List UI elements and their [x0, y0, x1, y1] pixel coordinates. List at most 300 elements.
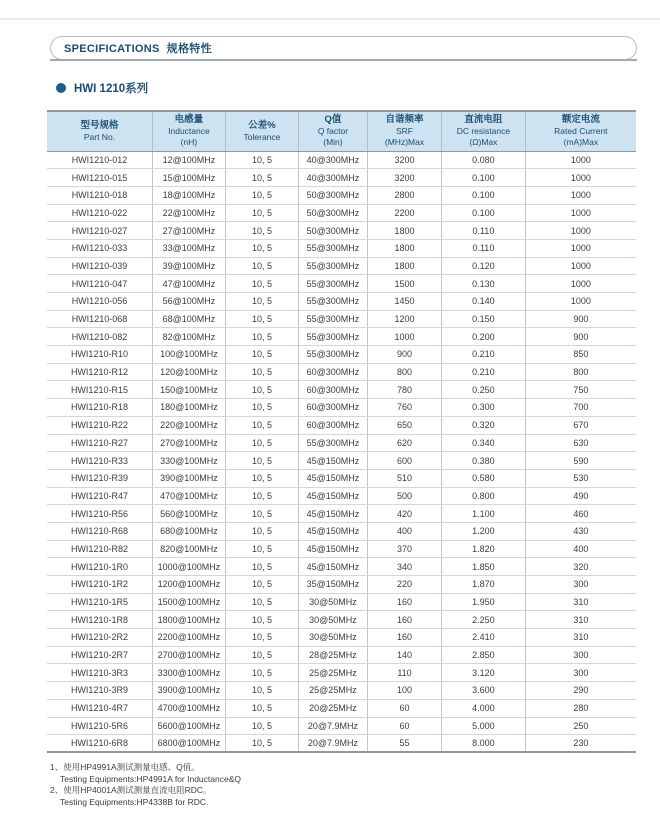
table-row — [47, 664, 636, 682]
cell: 670 — [525, 416, 636, 434]
cell: 10, 5 — [225, 416, 298, 434]
cell: 420 — [367, 505, 441, 523]
cell: 35@150MHz — [298, 576, 367, 594]
cell: 370 — [367, 540, 441, 558]
cell: 45@150MHz — [298, 558, 367, 576]
cell: 0.110 — [442, 222, 526, 240]
cell: 900 — [367, 346, 441, 364]
cell: 45@150MHz — [298, 452, 367, 470]
cell: 1000@100MHz — [152, 558, 225, 576]
cell: 2700@100MHz — [152, 646, 225, 664]
cell: 10, 5 — [225, 293, 298, 311]
cell: 330@100MHz — [152, 452, 225, 470]
cell: 300 — [525, 576, 636, 594]
cell: 10, 5 — [225, 735, 298, 753]
cell: 55@300MHz — [298, 310, 367, 328]
cell: 1.950 — [442, 593, 526, 611]
cell: 390@100MHz — [152, 469, 225, 487]
cell: 30@50MHz — [298, 629, 367, 647]
cell: 0.210 — [442, 346, 526, 364]
column-header — [152, 111, 225, 151]
cell: 0.320 — [442, 416, 526, 434]
cell: 10, 5 — [225, 310, 298, 328]
cell: HWI1210-R12 — [47, 363, 152, 381]
table-row — [47, 487, 636, 505]
cell: 56@100MHz — [152, 293, 225, 311]
cell: 50@300MHz — [298, 186, 367, 204]
cell: 0.580 — [442, 469, 526, 487]
cell: 1.100 — [442, 505, 526, 523]
cell: 18@100MHz — [152, 186, 225, 204]
cell: 10, 5 — [225, 399, 298, 417]
table-row — [47, 540, 636, 558]
top-divider-rule — [0, 18, 660, 20]
cell: 55@300MHz — [298, 239, 367, 257]
table-row — [47, 558, 636, 576]
cell: HWI1210-R18 — [47, 399, 152, 417]
cell: 700 — [525, 399, 636, 417]
cell: 110 — [367, 664, 441, 682]
table-row — [47, 593, 636, 611]
table-row — [47, 434, 636, 452]
cell: 0.250 — [442, 381, 526, 399]
cell: 60@300MHz — [298, 416, 367, 434]
cell: HWI1210-012 — [47, 151, 152, 169]
cell: 10, 5 — [225, 452, 298, 470]
table-row — [47, 239, 636, 257]
cell: 1.820 — [442, 540, 526, 558]
cell: 1000 — [525, 222, 636, 240]
cell: 820@100MHz — [152, 540, 225, 558]
cell: HWI1210-022 — [47, 204, 152, 222]
cell: 5600@100MHz — [152, 717, 225, 735]
table-row — [47, 469, 636, 487]
table-row — [47, 699, 636, 717]
cell: 1000 — [525, 239, 636, 257]
cell: HWI1210-1R2 — [47, 576, 152, 594]
table-row — [47, 346, 636, 364]
cell: 1800 — [367, 222, 441, 240]
cell: 340 — [367, 558, 441, 576]
cell: HWI1210-015 — [47, 169, 152, 187]
cell: 310 — [525, 593, 636, 611]
cell: 10, 5 — [225, 699, 298, 717]
cell: 60@300MHz — [298, 381, 367, 399]
cell: 60@300MHz — [298, 363, 367, 381]
cell: 220@100MHz — [152, 416, 225, 434]
cell: 0.100 — [442, 169, 526, 187]
cell: 45@150MHz — [298, 505, 367, 523]
cell: 270@100MHz — [152, 434, 225, 452]
cell: 1500 — [367, 275, 441, 293]
cell: 10, 5 — [225, 363, 298, 381]
cell: HWI1210-R82 — [47, 540, 152, 558]
cell: 10, 5 — [225, 522, 298, 540]
cell: 1500@100MHz — [152, 593, 225, 611]
table-row — [47, 275, 636, 293]
cell: 40@300MHz — [298, 151, 367, 169]
cell: 10, 5 — [225, 151, 298, 169]
cell: 0.300 — [442, 399, 526, 417]
cell: 45@150MHz — [298, 487, 367, 505]
cell: 1.200 — [442, 522, 526, 540]
cell: 10, 5 — [225, 186, 298, 204]
column-header-line: (nH) — [180, 137, 198, 148]
cell: 2800 — [367, 186, 441, 204]
cell: 10, 5 — [225, 239, 298, 257]
cell: 320 — [525, 558, 636, 576]
note-line-en: Testing Equipments:HP4338B for RDC. — [60, 796, 209, 807]
cell: 220 — [367, 576, 441, 594]
table-row — [47, 151, 636, 169]
table-row — [47, 257, 636, 275]
cell: 900 — [525, 328, 636, 346]
cell: 10, 5 — [225, 469, 298, 487]
cell: 20@7.9MHz — [298, 735, 367, 753]
cell: 10, 5 — [225, 611, 298, 629]
cell: 45@150MHz — [298, 469, 367, 487]
cell: 10, 5 — [225, 222, 298, 240]
column-header-line: 直流电阻 — [464, 114, 503, 126]
cell: 10, 5 — [225, 487, 298, 505]
cell: 10, 5 — [225, 593, 298, 611]
cell: 0.150 — [442, 310, 526, 328]
note-line-zh: 2、使用HP4001A测试测量直流电阻RDC。 — [50, 785, 212, 795]
note-line-zh: 1、使用HP4991A测试测量电感、Q值。 — [50, 762, 200, 772]
column-header-line: (Ω)Max — [469, 137, 498, 148]
table-row — [47, 222, 636, 240]
cell: 800 — [367, 363, 441, 381]
cell: 20@25MHz — [298, 699, 367, 717]
cell: 560@100MHz — [152, 505, 225, 523]
column-header-line: Rated Current — [554, 126, 608, 137]
cell: 22@100MHz — [152, 204, 225, 222]
cell: 1.870 — [442, 576, 526, 594]
column-header-line: (MHz)Max — [384, 137, 425, 148]
cell: 310 — [525, 611, 636, 629]
cell: 1000 — [367, 328, 441, 346]
header-row — [47, 111, 636, 151]
cell: 47@100MHz — [152, 275, 225, 293]
cell: 760 — [367, 399, 441, 417]
cell: 1800 — [367, 257, 441, 275]
footnotes — [50, 762, 610, 808]
cell: 1450 — [367, 293, 441, 311]
cell: 10, 5 — [225, 169, 298, 187]
cell: 460 — [525, 505, 636, 523]
cell: 400 — [367, 522, 441, 540]
cell: 55@300MHz — [298, 434, 367, 452]
cell: 2.850 — [442, 646, 526, 664]
column-header-line: 自谐频率 — [385, 114, 424, 126]
cell: 1000 — [525, 257, 636, 275]
cell: 650 — [367, 416, 441, 434]
table-row — [47, 416, 636, 434]
cell: 2.410 — [442, 629, 526, 647]
bullet-icon — [56, 83, 66, 93]
cell: 470@100MHz — [152, 487, 225, 505]
column-header-line: Inductance — [168, 126, 210, 137]
cell: 3300@100MHz — [152, 664, 225, 682]
column-header-line: DC resistance — [456, 126, 511, 137]
cell: 150@100MHz — [152, 381, 225, 399]
cell: 0.080 — [442, 151, 526, 169]
cell: 25@25MHz — [298, 664, 367, 682]
cell: 600 — [367, 452, 441, 470]
cell: 10, 5 — [225, 540, 298, 558]
column-header-line: Part No. — [83, 131, 116, 142]
cell: 1000 — [525, 151, 636, 169]
cell: HWI1210-056 — [47, 293, 152, 311]
cell: 10, 5 — [225, 558, 298, 576]
cell: HWI1210-1R0 — [47, 558, 152, 576]
cell: 10, 5 — [225, 629, 298, 647]
column-header — [47, 111, 152, 151]
cell: 10, 5 — [225, 257, 298, 275]
cell: 40@300MHz — [298, 169, 367, 187]
column-header-line: Q factor — [317, 126, 349, 137]
cell: HWI1210-082 — [47, 328, 152, 346]
table-row — [47, 646, 636, 664]
spec-table — [47, 110, 636, 753]
cell: 15@100MHz — [152, 169, 225, 187]
cell: 55@300MHz — [298, 275, 367, 293]
cell: HWI1210-R47 — [47, 487, 152, 505]
cell: 160 — [367, 629, 441, 647]
cell: 0.110 — [442, 239, 526, 257]
table-row — [47, 522, 636, 540]
cell: HWI1210-R10 — [47, 346, 152, 364]
cell: 60 — [367, 717, 441, 735]
cell: HWI1210-R68 — [47, 522, 152, 540]
cell: 8.000 — [442, 735, 526, 753]
cell: 45@150MHz — [298, 540, 367, 558]
cell: 160 — [367, 611, 441, 629]
column-header — [225, 111, 298, 151]
cell: 1000 — [525, 204, 636, 222]
table-row — [47, 611, 636, 629]
cell: 620 — [367, 434, 441, 452]
table-row — [47, 576, 636, 594]
cell: 30@50MHz — [298, 593, 367, 611]
cell: 10, 5 — [225, 204, 298, 222]
cell: HWI1210-039 — [47, 257, 152, 275]
cell: 800 — [525, 363, 636, 381]
cell: HWI1210-R22 — [47, 416, 152, 434]
cell: 0.100 — [442, 186, 526, 204]
cell: 68@100MHz — [152, 310, 225, 328]
section-header-box — [50, 36, 637, 60]
cell: 300 — [525, 664, 636, 682]
cell: 10, 5 — [225, 434, 298, 452]
cell: 1.850 — [442, 558, 526, 576]
cell: 55@300MHz — [298, 257, 367, 275]
cell: 4.000 — [442, 699, 526, 717]
spec-table-header — [47, 111, 636, 151]
cell: 10, 5 — [225, 346, 298, 364]
cell: 680@100MHz — [152, 522, 225, 540]
section-title-en: SPECIFICATIONS — [64, 43, 160, 55]
cell: 33@100MHz — [152, 239, 225, 257]
cell: HWI1210-2R2 — [47, 629, 152, 647]
cell: 850 — [525, 346, 636, 364]
cell: 290 — [525, 682, 636, 700]
cell: 0.800 — [442, 487, 526, 505]
cell: HWI1210-R39 — [47, 469, 152, 487]
cell: 0.130 — [442, 275, 526, 293]
cell: 1200 — [367, 310, 441, 328]
cell: 55@300MHz — [298, 293, 367, 311]
table-row — [47, 169, 636, 187]
cell: 1200@100MHz — [152, 576, 225, 594]
cell: 400 — [525, 540, 636, 558]
cell: 3200 — [367, 169, 441, 187]
cell: 28@25MHz — [298, 646, 367, 664]
cell: 780 — [367, 381, 441, 399]
cell: 55@300MHz — [298, 346, 367, 364]
cell: 39@100MHz — [152, 257, 225, 275]
column-header-line: SRF — [395, 126, 413, 137]
column-header-line: 型号规格 — [80, 119, 119, 131]
cell: 82@100MHz — [152, 328, 225, 346]
table-row — [47, 717, 636, 735]
cell: 900 — [525, 310, 636, 328]
cell: 10, 5 — [225, 682, 298, 700]
cell: 3200 — [367, 151, 441, 169]
cell: 0.100 — [442, 204, 526, 222]
cell: HWI1210-068 — [47, 310, 152, 328]
cell: 630 — [525, 434, 636, 452]
table-row — [47, 381, 636, 399]
spec-table-body — [47, 151, 636, 752]
cell: 10, 5 — [225, 664, 298, 682]
cell: 1800@100MHz — [152, 611, 225, 629]
cell: 4700@100MHz — [152, 699, 225, 717]
cell: 3.120 — [442, 664, 526, 682]
table-row — [47, 682, 636, 700]
cell: HWI1210-018 — [47, 186, 152, 204]
cell: HWI1210-R15 — [47, 381, 152, 399]
cell: 2200@100MHz — [152, 629, 225, 647]
cell: 250 — [525, 717, 636, 735]
cell: HWI1210-4R7 — [47, 699, 152, 717]
cell: 1000 — [525, 293, 636, 311]
cell: 10, 5 — [225, 328, 298, 346]
cell: 0.120 — [442, 257, 526, 275]
cell: 140 — [367, 646, 441, 664]
cell: 30@50MHz — [298, 611, 367, 629]
cell: 27@100MHz — [152, 222, 225, 240]
cell: HWI1210-033 — [47, 239, 152, 257]
section-title-zh: 规格特性 — [166, 43, 212, 55]
cell: 10, 5 — [225, 717, 298, 735]
table-row — [47, 399, 636, 417]
cell: 100 — [367, 682, 441, 700]
table-row — [47, 505, 636, 523]
cell: 6800@100MHz — [152, 735, 225, 753]
cell: 10, 5 — [225, 275, 298, 293]
cell: HWI1210-3R3 — [47, 664, 152, 682]
cell: 1000 — [525, 169, 636, 187]
cell: 3900@100MHz — [152, 682, 225, 700]
column-header-line: Tolerance — [243, 131, 281, 142]
cell: 0.380 — [442, 452, 526, 470]
cell: 0.200 — [442, 328, 526, 346]
cell: 10, 5 — [225, 576, 298, 594]
cell: 0.140 — [442, 293, 526, 311]
column-header-line: 公差% — [248, 119, 276, 131]
cell: HWI1210-1R8 — [47, 611, 152, 629]
column-header-line: Q值 — [324, 114, 342, 126]
column-header — [367, 111, 441, 151]
cell: 12@100MHz — [152, 151, 225, 169]
cell: HWI1210-3R9 — [47, 682, 152, 700]
cell: 120@100MHz — [152, 363, 225, 381]
cell: 2200 — [367, 204, 441, 222]
table-row — [47, 186, 636, 204]
column-header-line: 电感量 — [174, 114, 204, 126]
cell: 50@300MHz — [298, 222, 367, 240]
cell: 100@100MHz — [152, 346, 225, 364]
cell: 280 — [525, 699, 636, 717]
cell: 3.600 — [442, 682, 526, 700]
cell: 60 — [367, 699, 441, 717]
cell: HWI1210-047 — [47, 275, 152, 293]
cell: 10, 5 — [225, 381, 298, 399]
table-row — [47, 204, 636, 222]
cell: HWI1210-R56 — [47, 505, 152, 523]
cell: 1800 — [367, 239, 441, 257]
cell: 530 — [525, 469, 636, 487]
cell: 180@100MHz — [152, 399, 225, 417]
cell: HWI1210-5R6 — [47, 717, 152, 735]
cell: 2.250 — [442, 611, 526, 629]
table-row — [47, 735, 636, 753]
column-header-line: 额定电流 — [561, 114, 600, 126]
cell: 5.000 — [442, 717, 526, 735]
column-header — [525, 111, 636, 151]
table-row — [47, 363, 636, 381]
cell: 1000 — [525, 186, 636, 204]
cell: 60@300MHz — [298, 399, 367, 417]
section-header-underline — [50, 59, 637, 61]
cell: 310 — [525, 629, 636, 647]
cell: 1000 — [525, 275, 636, 293]
cell: HWI1210-R33 — [47, 452, 152, 470]
column-header-line: (Min) — [323, 137, 343, 148]
cell: 300 — [525, 646, 636, 664]
column-header — [442, 111, 526, 151]
cell: 10, 5 — [225, 505, 298, 523]
cell: 230 — [525, 735, 636, 753]
cell: 55@300MHz — [298, 328, 367, 346]
cell: 510 — [367, 469, 441, 487]
cell: 430 — [525, 522, 636, 540]
table-row — [47, 629, 636, 647]
cell: HWI1210-2R7 — [47, 646, 152, 664]
column-header-line: (mA)Max — [563, 137, 599, 148]
cell: 750 — [525, 381, 636, 399]
table-row — [47, 293, 636, 311]
cell: 0.340 — [442, 434, 526, 452]
cell: HWI1210-1R5 — [47, 593, 152, 611]
section-title — [64, 40, 212, 56]
cell: 0.210 — [442, 363, 526, 381]
cell: 590 — [525, 452, 636, 470]
cell: 160 — [367, 593, 441, 611]
cell: 45@150MHz — [298, 522, 367, 540]
cell: 55 — [367, 735, 441, 753]
